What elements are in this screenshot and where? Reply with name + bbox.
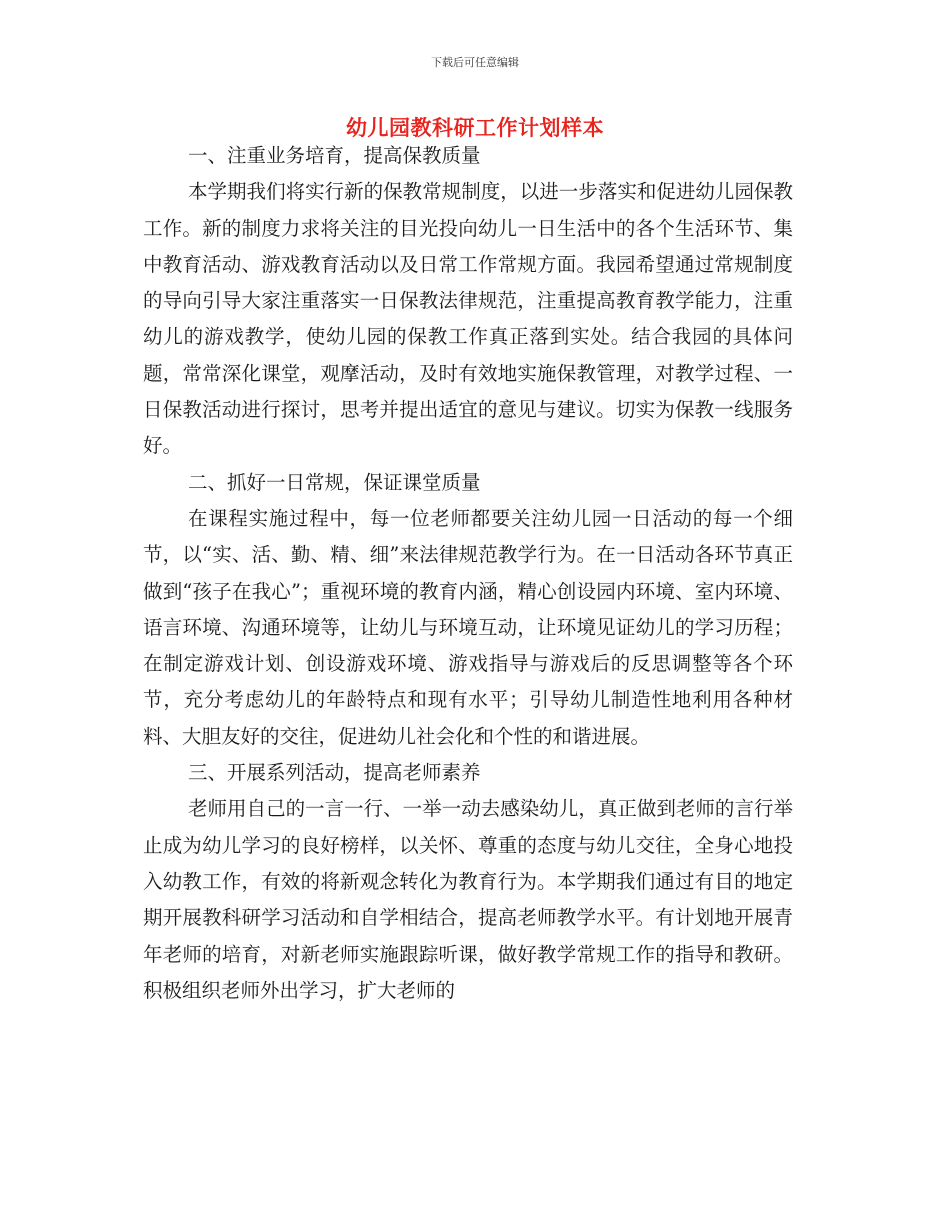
section-paragraph-2: 在课程实施过程中，每一位老师都要关注幼儿园一日活动的每一个细节，以“实、活、勤、精、细”来法律规范教学行为。在一日活动各环节真正做到“孩子在我心”；重视环境的教育内涵，精心创设园内环境、室内环境、语言环境、沟通环境等，让幼儿与环境互动，让环境见证幼儿的学习历程；在制定游戏计划、创设游戏环境、游戏指导与游戏后的反思调整等各个环节，充分考虑幼儿的年龄特点和现有水平；引导幼儿制造性地利用各种材料、大胆友好的交往，促进幼儿社会化和个性的和谐进展。 bbox=[143, 506, 793, 748]
section-heading-1: 一、注重业务培育，提高保教质量 bbox=[188, 144, 481, 167]
section-paragraph-3: 老师用自己的一言一行、一举一动去感染幼儿，真正做到老师的言行举止成为幼儿学习的良好榜样，以关怀、尊重的态度与幼儿交往，全身心地投入幼教工作，有效的将新观念转化为教育行为。本学期我们通过有目的地定期开展教科研学习活动和自学相结合，提高老师教学水平。有计划地开展青年老师的培育，对新老师实施跟踪听课，做好教学常规工作的指导和教研。积极组织老师外出学习，扩大老师的 bbox=[143, 797, 793, 1002]
document-title: 幼儿园教科研工作计划样本 bbox=[346, 115, 604, 140]
page-header-note: 下载后可任意编辑 bbox=[431, 56, 519, 69]
section-heading-3: 三、开展系列活动，提高老师素养 bbox=[188, 761, 481, 785]
section-paragraph-1: 本学期我们将实行新的保教常规制度，以进一步落实和促进幼儿园保教工作。新的制度力求将关注的目光投向幼儿一日生活中的各个生活环节、集中教育活动、游戏教育活动以及日常工作常规方面。我园希望通过常规制度的导向引导大家注重落实一日保教法律规范，注重提高教育教学能力，注重幼儿的游戏教学，使幼儿园的保教工作真正落到实处。结合我园的具体问题，常常深化课堂，观摩活动，及时有效地实施保教管理，对教学过程、一日保教活动进行探讨，思考并提出适宜的意见与建议。切实为保教一线服务好。 bbox=[143, 180, 793, 458]
section-heading-2: 二、抓好一日常规，保证课堂质量 bbox=[188, 470, 481, 494]
document-body bbox=[143, 138, 793, 1009]
